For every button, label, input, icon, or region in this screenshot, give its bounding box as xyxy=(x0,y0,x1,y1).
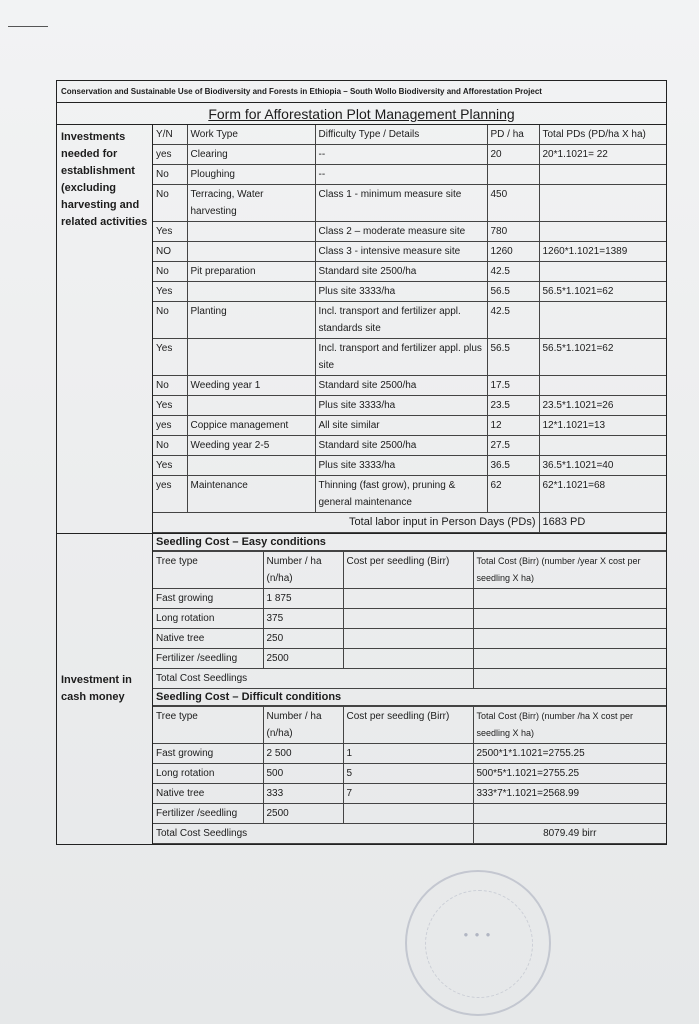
easy-conditions-title: Seedling Cost – Easy conditions xyxy=(153,534,666,551)
seedling-total-label: Total Cost Seedlings xyxy=(153,669,473,689)
total-cost-cell xyxy=(473,649,666,669)
difficult-conditions-table xyxy=(153,706,666,844)
difficulty-cell: -- xyxy=(315,145,487,165)
investment-row xyxy=(153,145,666,165)
seedling-total-label: Total Cost Seedlings xyxy=(153,824,473,844)
tree-type-cell: Fertilizer /seedling xyxy=(153,804,263,824)
difficulty-cell: Class 1 - minimum measure site xyxy=(315,185,487,222)
cost-cell xyxy=(343,649,473,669)
total-cost-cell: 333*7*1.1021=2568.99 xyxy=(473,784,666,804)
work-type-cell xyxy=(187,222,315,242)
work-type-cell xyxy=(187,339,315,376)
difficulty-cell: Plus site 3333/ha xyxy=(315,282,487,302)
work-type-cell xyxy=(187,242,315,262)
investment-row xyxy=(153,262,666,282)
tree-type-cell: Native tree xyxy=(153,629,263,649)
total-pds-cell: 23.5*1.1021=26 xyxy=(539,396,666,416)
seedling-row xyxy=(153,784,666,804)
yn-cell: No xyxy=(153,185,187,222)
number-cell: 2500 xyxy=(263,649,343,669)
yn-cell: No xyxy=(153,165,187,185)
total-pds-cell: 1260*1.1021=1389 xyxy=(539,242,666,262)
cash-label: Investment in cash money xyxy=(57,534,153,844)
work-type-cell xyxy=(187,282,315,302)
total-cost-cell xyxy=(473,609,666,629)
tree-type-cell: Long rotation xyxy=(153,609,263,629)
cost-cell: 5 xyxy=(343,764,473,784)
seedling-total-value: 8079.49 birr xyxy=(473,824,666,844)
total-pds-cell xyxy=(539,185,666,222)
col-header-total-cost: Total Cost (Birr) (number /year X cost per seedling X ha) xyxy=(473,552,666,589)
cost-cell xyxy=(343,804,473,824)
official-stamp: ● ● ● xyxy=(405,870,551,1016)
investment-row xyxy=(153,416,666,436)
col-header-yn: Y/N xyxy=(153,125,187,145)
pd-ha-cell: 1260 xyxy=(487,242,539,262)
cash-section xyxy=(57,534,666,844)
total-cost-cell xyxy=(473,589,666,609)
yn-cell: Yes xyxy=(153,282,187,302)
col-header-difficulty: Difficulty Type / Details xyxy=(315,125,487,145)
pd-ha-cell: 780 xyxy=(487,222,539,242)
work-type-cell: Weeding year 2-5 xyxy=(187,436,315,456)
work-type-cell: Clearing xyxy=(187,145,315,165)
work-type-cell: Planting xyxy=(187,302,315,339)
investment-row xyxy=(153,185,666,222)
work-type-cell: Ploughing xyxy=(187,165,315,185)
cost-cell: 7 xyxy=(343,784,473,804)
total-pds-cell xyxy=(539,222,666,242)
pd-ha-cell: 17.5 xyxy=(487,376,539,396)
number-cell: 375 xyxy=(263,609,343,629)
total-pds-cell xyxy=(539,262,666,282)
difficulty-cell: All site similar xyxy=(315,416,487,436)
difficult-conditions-title: Seedling Cost – Difficult conditions xyxy=(153,689,666,706)
seedling-total-row xyxy=(153,669,666,689)
difficulty-cell: Thinning (fast grow), pruning & general maintenance xyxy=(315,476,487,513)
investment-row xyxy=(153,396,666,416)
work-type-cell: Terracing, Water harvesting xyxy=(187,185,315,222)
seedling-header-row xyxy=(153,707,666,744)
pd-ha-cell: 56.5 xyxy=(487,282,539,302)
difficulty-cell: Class 2 – moderate measure site xyxy=(315,222,487,242)
seedling-header-row xyxy=(153,552,666,589)
seedling-total-row xyxy=(153,824,666,844)
tree-type-cell: Native tree xyxy=(153,784,263,804)
investment-row xyxy=(153,282,666,302)
tree-type-cell: Long rotation xyxy=(153,764,263,784)
work-type-cell xyxy=(187,396,315,416)
tree-type-cell: Fast growing xyxy=(153,589,263,609)
tree-type-cell: Fast growing xyxy=(153,744,263,764)
yn-cell: No xyxy=(153,302,187,339)
project-title: Conservation and Sustainable Use of Biodiversity and Forests in Ethiopia – South Wollo Biodiversity and Afforestation Project xyxy=(57,81,666,103)
work-type-cell: Pit preparation xyxy=(187,262,315,282)
total-cost-cell: 2500*1*1.1021=2755.25 xyxy=(473,744,666,764)
col-header-pd-ha: PD / ha xyxy=(487,125,539,145)
number-cell: 500 xyxy=(263,764,343,784)
difficulty-cell: -- xyxy=(315,165,487,185)
col-header-work-type: Work Type xyxy=(187,125,315,145)
yn-cell: Yes xyxy=(153,456,187,476)
number-cell: 2 500 xyxy=(263,744,343,764)
pd-ha-cell: 42.5 xyxy=(487,302,539,339)
number-cell: 1 875 xyxy=(263,589,343,609)
pd-ha-cell xyxy=(487,165,539,185)
pd-ha-cell: 20 xyxy=(487,145,539,165)
form-title: Form for Afforestation Plot Management Planning xyxy=(57,103,666,125)
investment-row xyxy=(153,436,666,456)
cost-cell: 1 xyxy=(343,744,473,764)
seedling-row xyxy=(153,804,666,824)
difficulty-cell: Standard site 2500/ha xyxy=(315,436,487,456)
seedling-row xyxy=(153,609,666,629)
tree-type-cell: Fertilizer /seedling xyxy=(153,649,263,669)
investments-label: Investments needed for establishment (excluding harvesting and related activities xyxy=(57,125,153,533)
total-labor-value: 1683 PD xyxy=(539,513,666,533)
difficulty-cell: Plus site 3333/ha xyxy=(315,396,487,416)
total-labor-label: Total labor input in Person Days (PDs) xyxy=(153,513,539,533)
cost-cell xyxy=(343,609,473,629)
difficulty-cell: Standard site 2500/ha xyxy=(315,376,487,396)
seedling-row xyxy=(153,589,666,609)
pd-ha-cell: 450 xyxy=(487,185,539,222)
easy-conditions-table xyxy=(153,551,666,689)
investment-row xyxy=(153,476,666,513)
pd-ha-cell: 23.5 xyxy=(487,396,539,416)
total-pds-cell xyxy=(539,376,666,396)
work-type-cell: Coppice management xyxy=(187,416,315,436)
seedling-row xyxy=(153,744,666,764)
seedling-row xyxy=(153,649,666,669)
total-pds-cell: 12*1.1021=13 xyxy=(539,416,666,436)
yn-cell: NO xyxy=(153,242,187,262)
col-header-cost: Cost per seedling (Birr) xyxy=(343,707,473,744)
seedling-total-value xyxy=(473,669,666,689)
cost-cell xyxy=(343,589,473,609)
yn-cell: No xyxy=(153,376,187,396)
total-pds-cell: 36.5*1.1021=40 xyxy=(539,456,666,476)
pd-ha-cell: 56.5 xyxy=(487,339,539,376)
total-pds-cell: 62*1.1021=68 xyxy=(539,476,666,513)
cost-cell xyxy=(343,629,473,649)
investment-row xyxy=(153,165,666,185)
pd-ha-cell: 42.5 xyxy=(487,262,539,282)
pd-ha-cell: 36.5 xyxy=(487,456,539,476)
investment-row xyxy=(153,242,666,262)
total-cost-cell xyxy=(473,629,666,649)
difficulty-cell: Incl. transport and fertilizer appl. standards site xyxy=(315,302,487,339)
number-cell: 2500 xyxy=(263,804,343,824)
col-header-number: Number / ha (n/ha) xyxy=(263,552,343,589)
seedling-row xyxy=(153,629,666,649)
col-header-cost: Cost per seedling (Birr) xyxy=(343,552,473,589)
yn-cell: Yes xyxy=(153,222,187,242)
work-type-cell: Weeding year 1 xyxy=(187,376,315,396)
seedling-row xyxy=(153,764,666,784)
planning-form xyxy=(56,80,667,845)
investment-row xyxy=(153,339,666,376)
yn-cell: yes xyxy=(153,416,187,436)
total-pds-cell: 56.5*1.1021=62 xyxy=(539,339,666,376)
difficulty-cell: Plus site 3333/ha xyxy=(315,456,487,476)
investment-row xyxy=(153,376,666,396)
col-header-tree-type: Tree type xyxy=(153,707,263,744)
work-type-cell xyxy=(187,456,315,476)
yn-cell: Yes xyxy=(153,339,187,376)
total-pds-cell xyxy=(539,436,666,456)
difficulty-cell: Class 3 - intensive measure site xyxy=(315,242,487,262)
pd-ha-cell: 12 xyxy=(487,416,539,436)
yn-cell: yes xyxy=(153,476,187,513)
pen-mark xyxy=(8,26,48,27)
total-labor-row xyxy=(153,513,666,533)
work-type-cell: Maintenance xyxy=(187,476,315,513)
investments-header-row xyxy=(153,125,666,145)
col-header-number: Number / ha (n/ha) xyxy=(263,707,343,744)
investments-section xyxy=(57,125,666,534)
col-header-total-pds: Total PDs (PD/ha X ha) xyxy=(539,125,666,145)
pd-ha-cell: 62 xyxy=(487,476,539,513)
total-cost-cell xyxy=(473,804,666,824)
investment-row xyxy=(153,222,666,242)
yn-cell: No xyxy=(153,262,187,282)
investment-row xyxy=(153,456,666,476)
number-cell: 333 xyxy=(263,784,343,804)
col-header-tree-type: Tree type xyxy=(153,552,263,589)
col-header-total-cost: Total Cost (Birr) (number /ha X cost per seedling X ha) xyxy=(473,707,666,744)
difficulty-cell: Standard site 2500/ha xyxy=(315,262,487,282)
total-cost-cell: 500*5*1.1021=2755.25 xyxy=(473,764,666,784)
total-pds-cell xyxy=(539,302,666,339)
pd-ha-cell: 27.5 xyxy=(487,436,539,456)
yn-cell: No xyxy=(153,436,187,456)
total-pds-cell: 20*1.1021= 22 xyxy=(539,145,666,165)
total-pds-cell: 56.5*1.1021=62 xyxy=(539,282,666,302)
yn-cell: Yes xyxy=(153,396,187,416)
investment-row xyxy=(153,302,666,339)
yn-cell: yes xyxy=(153,145,187,165)
number-cell: 250 xyxy=(263,629,343,649)
investments-table xyxy=(153,125,666,533)
difficulty-cell: Incl. transport and fertilizer appl. plus site xyxy=(315,339,487,376)
total-pds-cell xyxy=(539,165,666,185)
